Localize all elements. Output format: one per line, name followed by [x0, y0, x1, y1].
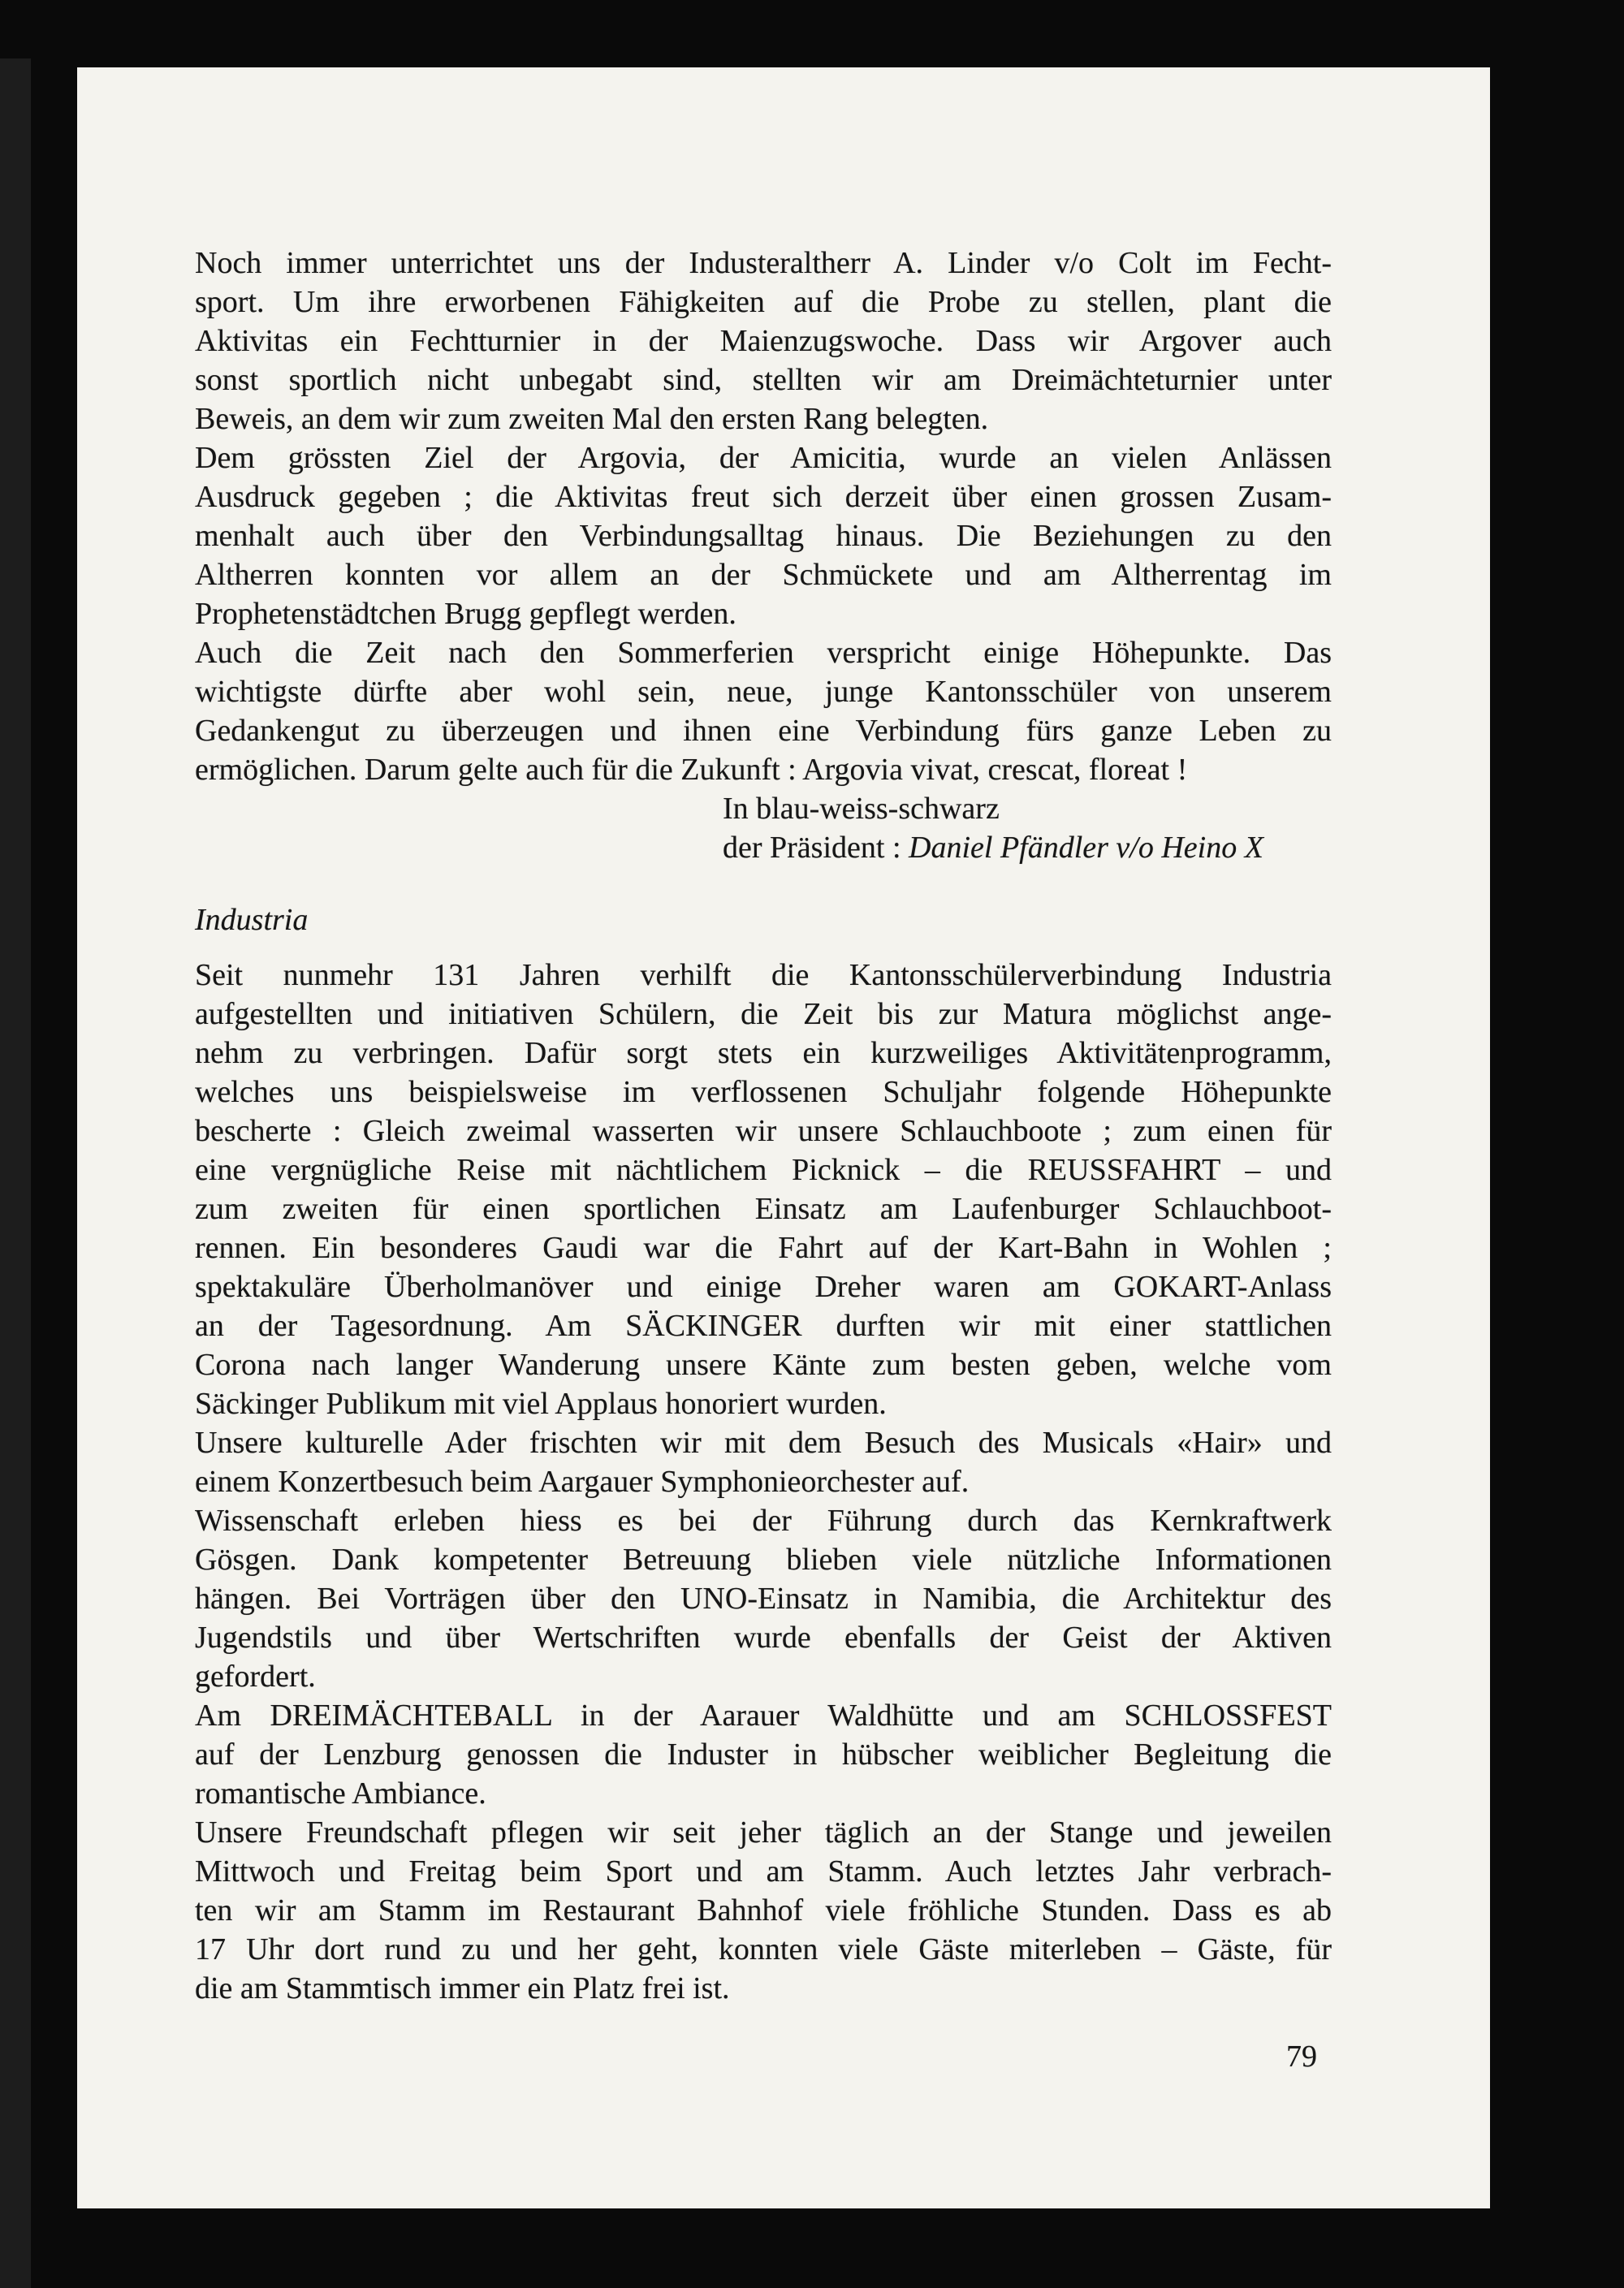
text-segment: Gedankengut zu überzeugen und ihnen eine Verbindung fürs ganze Leben zu — [195, 714, 1332, 748]
text-segment: Auch die Zeit nach den Sommerferien verspricht einige Höhepunkte. Das — [195, 636, 1332, 670]
text-line — [195, 711, 1332, 750]
text-segment: Wissenschaft erleben hiess es bei der Führung durch das Kernkraftwerk — [195, 1504, 1332, 1538]
text-line — [195, 1774, 1332, 1813]
text-line — [195, 1384, 1332, 1423]
text-line — [195, 399, 1332, 438]
text-segment: Gösgen. Dank kompetenter Betreuung blieben viele nützliche Informationen — [195, 1543, 1332, 1577]
text-segment: nehm zu verbringen. Dafür sorgt stets ein kurzweiliges Aktivitätenprogramm, — [195, 1036, 1332, 1070]
paragraph-block — [195, 244, 1332, 438]
italic-text-segment: Daniel Pfändler v/o Heino X — [909, 831, 1263, 865]
text-segment: zum zweiten für einen sportlichen Einsatz am Laufenburger Schlauchboot- — [195, 1192, 1332, 1226]
text-column — [195, 244, 1332, 2076]
text-segment: gefordert. — [195, 1660, 316, 1694]
text-segment: Ausdruck gegeben ; die Aktivitas freut sich derzeit über einen grossen Zusam- — [195, 480, 1332, 514]
text-segment: Mittwoch und Freitag beim Sport und am Stamm. Auch letztes Jahr verbrach- — [195, 1854, 1332, 1889]
text-line — [195, 1579, 1332, 1618]
text-line — [195, 360, 1332, 399]
text-segment: sport. Um ihre erworbenen Fähigkeiten auf die Probe zu stellen, plant die — [195, 285, 1332, 319]
text-line — [195, 477, 1332, 516]
signature-line — [195, 828, 1332, 867]
text-line — [195, 1501, 1332, 1540]
text-line — [195, 283, 1332, 322]
text-segment: Aktivitas ein Fechtturnier in der Maienzugswoche. Dass wir Argover auch — [195, 324, 1332, 358]
signature-block — [195, 789, 1332, 867]
text-segment: menhalt auch über den Verbindungsalltag hinaus. Die Beziehungen zu den — [195, 519, 1332, 553]
text-segment: Prophetenstädtchen Brugg gepflegt werden. — [195, 597, 736, 631]
paragraph-block — [195, 438, 1332, 633]
text-line — [195, 1735, 1332, 1774]
text-segment: an der Tagesordnung. Am SÄCKINGER durften wir mit einer stattlichen — [195, 1309, 1332, 1343]
text-line — [195, 1228, 1332, 1267]
text-segment: sonst sportlich nicht unbegabt sind, stellten wir am Dreimächteturnier unter — [195, 363, 1332, 397]
text-line — [195, 672, 1332, 711]
text-line — [195, 516, 1332, 555]
page-number: 79 — [1286, 2040, 1317, 2074]
text-line — [195, 1969, 1332, 2008]
text-segment: hängen. Bei Vorträgen über den UNO-Einsatz in Namibia, die Architektur des — [195, 1582, 1332, 1616]
text-segment: aufgestellten und initiativen Schülern, die Zeit bis zur Matura möglichst ange- — [195, 997, 1332, 1031]
text-segment: Seit nunmehr 131 Jahren verhilft die Kantonsschülerverbindung Industria — [195, 958, 1332, 992]
paragraph-block — [195, 956, 1332, 1423]
text-segment: romantische Ambiance. — [195, 1776, 486, 1811]
text-segment: Altherren konnten vor allem an der Schmückete und am Altherrentag im — [195, 558, 1332, 592]
text-segment: auf der Lenzburg genossen die Induster in hübscher weiblicher Begleitung die — [195, 1738, 1332, 1772]
text-segment: Am DREIMÄCHTEBALL in der Aarauer Waldhütte und am SCHLOSSFEST — [195, 1699, 1332, 1733]
text-line — [195, 1189, 1332, 1228]
text-line — [195, 1112, 1332, 1150]
text-segment: spektakuläre Überholmanöver und einige Dreher waren am GOKART-Anlass — [195, 1270, 1332, 1304]
text-segment: der Präsident : — [723, 831, 909, 865]
text-line — [195, 1540, 1332, 1579]
text-line — [195, 995, 1332, 1034]
text-line — [195, 1657, 1332, 1696]
text-line — [195, 1073, 1332, 1112]
text-segment: 17 Uhr dort rund zu und her geht, konnten viele Gäste miterleben – Gäste, für — [195, 1932, 1332, 1966]
text-line — [195, 1462, 1332, 1501]
text-segment: Corona nach langer Wanderung unsere Känte zum besten geben, welche vom — [195, 1348, 1332, 1382]
text-line — [195, 956, 1332, 995]
text-line — [195, 1852, 1332, 1891]
paragraph-block — [195, 1423, 1332, 1501]
text-line — [195, 1150, 1332, 1189]
signature-line — [195, 789, 1332, 828]
text-segment: eine vergnügliche Reise mit nächtlichem Picknick – die REUSSFAHRT – und — [195, 1153, 1332, 1187]
text-line — [195, 633, 1332, 672]
text-line — [195, 594, 1332, 633]
text-segment: Noch immer unterrichtet uns der Industeraltherr A. Linder v/o Colt im Fecht- — [195, 246, 1332, 280]
text-segment: In blau-weiss-schwarz — [723, 792, 1000, 826]
paragraph-block — [195, 1696, 1332, 1813]
text-line — [195, 1891, 1332, 1930]
text-line — [195, 1618, 1332, 1657]
text-segment: Beweis, an dem wir zum zweiten Mal den ersten Rang belegten. — [195, 402, 989, 436]
text-line — [195, 1267, 1332, 1306]
text-line — [195, 750, 1332, 789]
text-segment: Dem grössten Ziel der Argovia, der Amicitia, wurde an vielen Anlässen — [195, 441, 1332, 475]
text-segment: ermöglichen. Darum gelte auch für die Zukunft : Argovia vivat, crescat, floreat ! — [195, 753, 1188, 787]
section-heading: Industria — [195, 903, 309, 937]
text-line — [195, 1306, 1332, 1345]
scanned-page — [77, 67, 1490, 2208]
text-segment: die am Stammtisch immer ein Platz frei ist. — [195, 1971, 730, 2005]
text-segment: rennen. Ein besonderes Gaudi war die Fahrt auf der Kart-Bahn in Wohlen ; — [195, 1231, 1332, 1265]
paragraph-block — [195, 1501, 1332, 1696]
text-line — [195, 1813, 1332, 1852]
text-segment: bescherte : Gleich zweimal wasserten wir unsere Schlauchboote ; zum einen für — [195, 1114, 1332, 1148]
text-segment: wichtigste dürfte aber wohl sein, neue, junge Kantonsschüler von unserem — [195, 675, 1332, 709]
paragraph-block — [195, 1813, 1332, 2008]
text-line — [195, 1930, 1332, 1969]
text-segment: Jugendstils und über Wertschriften wurde ebenfalls der Geist der Aktiven — [195, 1621, 1332, 1655]
text-line — [195, 244, 1332, 283]
text-segment: welches uns beispielsweise im verflossenen Schuljahr folgende Höhepunkte — [195, 1075, 1332, 1109]
text-segment: einem Konzertbesuch beim Aargauer Symphonieorchester auf. — [195, 1465, 970, 1499]
scan-edge-artifact — [0, 58, 31, 2288]
text-segment: ten wir am Stamm im Restaurant Bahnhof viele fröhliche Stunden. Dass es ab — [195, 1893, 1332, 1928]
text-line — [195, 322, 1332, 360]
text-line — [195, 1423, 1332, 1462]
text-line — [195, 1034, 1332, 1073]
text-segment: Unsere kulturelle Ader frischten wir mit dem Besuch des Musicals «Hair» und — [195, 1426, 1332, 1460]
text-line — [195, 1696, 1332, 1735]
page-body — [195, 244, 1332, 2008]
text-line — [195, 555, 1332, 594]
text-segment: Säckinger Publikum mit viel Applaus honoriert wurden. — [195, 1387, 887, 1421]
text-line — [195, 1345, 1332, 1384]
text-segment: Unsere Freundschaft pflegen wir seit jeher täglich an der Stange und jeweilen — [195, 1815, 1332, 1850]
text-line — [195, 438, 1332, 477]
paragraph-block — [195, 633, 1332, 789]
